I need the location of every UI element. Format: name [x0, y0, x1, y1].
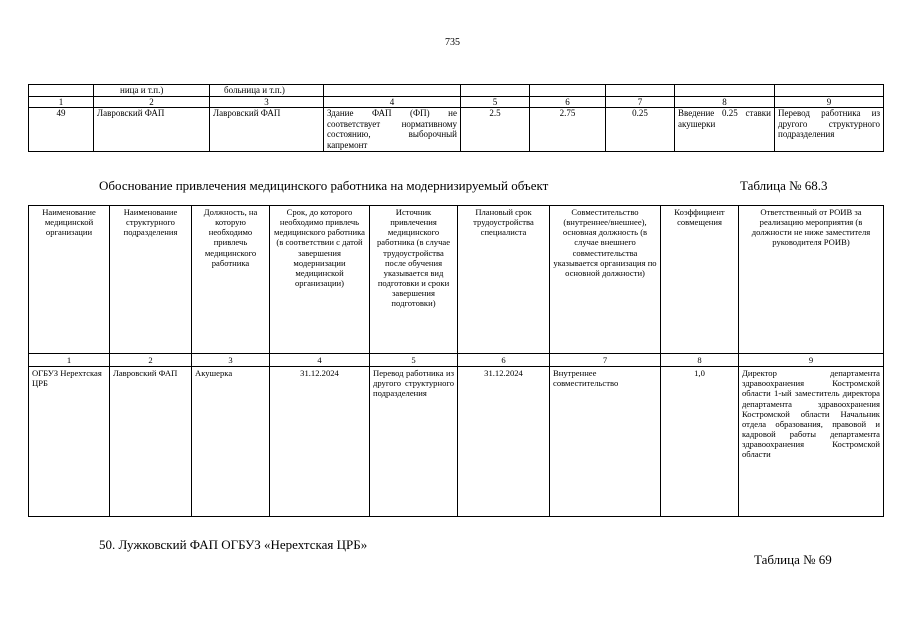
- column-header: Источник привлечения медицинского работника (в случае трудоустройства после обучения указывается вид подготовки и сроки завершения подготовки): [370, 206, 458, 354]
- column-number-row: [29, 96, 884, 108]
- cell: [606, 85, 675, 97]
- continuation-row: [29, 85, 884, 97]
- cell: [461, 85, 530, 97]
- cell: 1,0: [661, 367, 739, 517]
- table-label: Таблица № 68.3: [740, 178, 828, 193]
- cell: [324, 85, 461, 97]
- column-header: Плановый срок трудоустройства специалиста: [458, 206, 550, 354]
- table-row: [29, 108, 884, 152]
- cell: 8: [675, 96, 775, 108]
- cell: 6: [458, 354, 550, 367]
- cell: 7: [606, 96, 675, 108]
- cell: 49: [29, 108, 94, 152]
- cell: 2.5: [461, 108, 530, 152]
- cell: Директор департамента здравоохранения Костромской области 1-ый заместитель директора департамента здравоохранения Костромской области Начальник отдела образования, правовой и кадровой работы департамента здравоохранения Костромской области: [739, 367, 884, 517]
- column-header: Срок, до которого необходимо привлечь медицинского работника (в соответствии с датой завершения модернизации медицинской организации): [270, 206, 370, 354]
- table-row: [29, 367, 884, 517]
- cell: Внутреннее совместительство: [550, 367, 661, 517]
- column-header: Должность, на которую необходимо привлечь медицинского работника: [192, 206, 270, 354]
- cell: 0.25: [606, 108, 675, 152]
- cell: Лавровский ФАП: [110, 367, 192, 517]
- staffing-table: [28, 205, 884, 517]
- cell: 7: [550, 354, 661, 367]
- column-header: Ответственный от РОИВ за реализацию мероприятия (в должности не ниже заместителя руководителя РОИВ): [739, 206, 884, 354]
- cell: Введение 0.25 ставки акушерки: [675, 108, 775, 152]
- cell: 1: [29, 96, 94, 108]
- cell: [775, 85, 884, 97]
- cell: 5: [370, 354, 458, 367]
- header-row: [29, 206, 884, 354]
- cell: Акушерка: [192, 367, 270, 517]
- cell: больница и т.п.): [210, 85, 324, 97]
- cell: 2.75: [530, 108, 606, 152]
- cell: [29, 85, 94, 97]
- next-table-label: Таблица № 69: [754, 552, 832, 567]
- cell: ница и т.п.): [94, 85, 210, 97]
- continued-table: [28, 84, 884, 152]
- cell: ОГБУЗ Нерехтская ЦРБ: [29, 367, 110, 517]
- column-number-row: [29, 354, 884, 367]
- cell: [675, 85, 775, 97]
- cell: [530, 85, 606, 97]
- column-header: Наименование структурного подразделения: [110, 206, 192, 354]
- cell: 3: [192, 354, 270, 367]
- page-number: 735: [445, 37, 460, 48]
- cell: 4: [270, 354, 370, 367]
- cell: 5: [461, 96, 530, 108]
- cell: 8: [661, 354, 739, 367]
- cell: Перевод работника из другого структурного подразделения: [370, 367, 458, 517]
- cell: 9: [739, 354, 884, 367]
- column-header: Коэффициент совмещения: [661, 206, 739, 354]
- cell: 6: [530, 96, 606, 108]
- section-heading: Обоснование привлечения медицинского работника на модернизируемый объект: [99, 178, 549, 193]
- section-title: 50. Лужковский ФАП ОГБУЗ «Нерехтская ЦРБ»: [99, 537, 368, 552]
- cell: 4: [324, 96, 461, 108]
- cell: Перевод работника из другого структурного подразделения: [775, 108, 884, 152]
- column-header: Совместительство (внутреннее/внешнее), основная должность (в случае внешнего совместительства указывается организация по основной должности): [550, 206, 661, 354]
- cell: 9: [775, 96, 884, 108]
- cell: Здание ФАП (ФП) не соответствует нормативному состоянию, выборочный капремонт: [324, 108, 461, 152]
- cell: 3: [210, 96, 324, 108]
- cell: 2: [94, 96, 210, 108]
- cell: Лавровский ФАП: [210, 108, 324, 152]
- cell: 1: [29, 354, 110, 367]
- cell: 2: [110, 354, 192, 367]
- cell: 31.12.2024: [270, 367, 370, 517]
- cell: Лавровский ФАП: [94, 108, 210, 152]
- column-header: Наименование медицинской организации: [29, 206, 110, 354]
- cell: 31.12.2024: [458, 367, 550, 517]
